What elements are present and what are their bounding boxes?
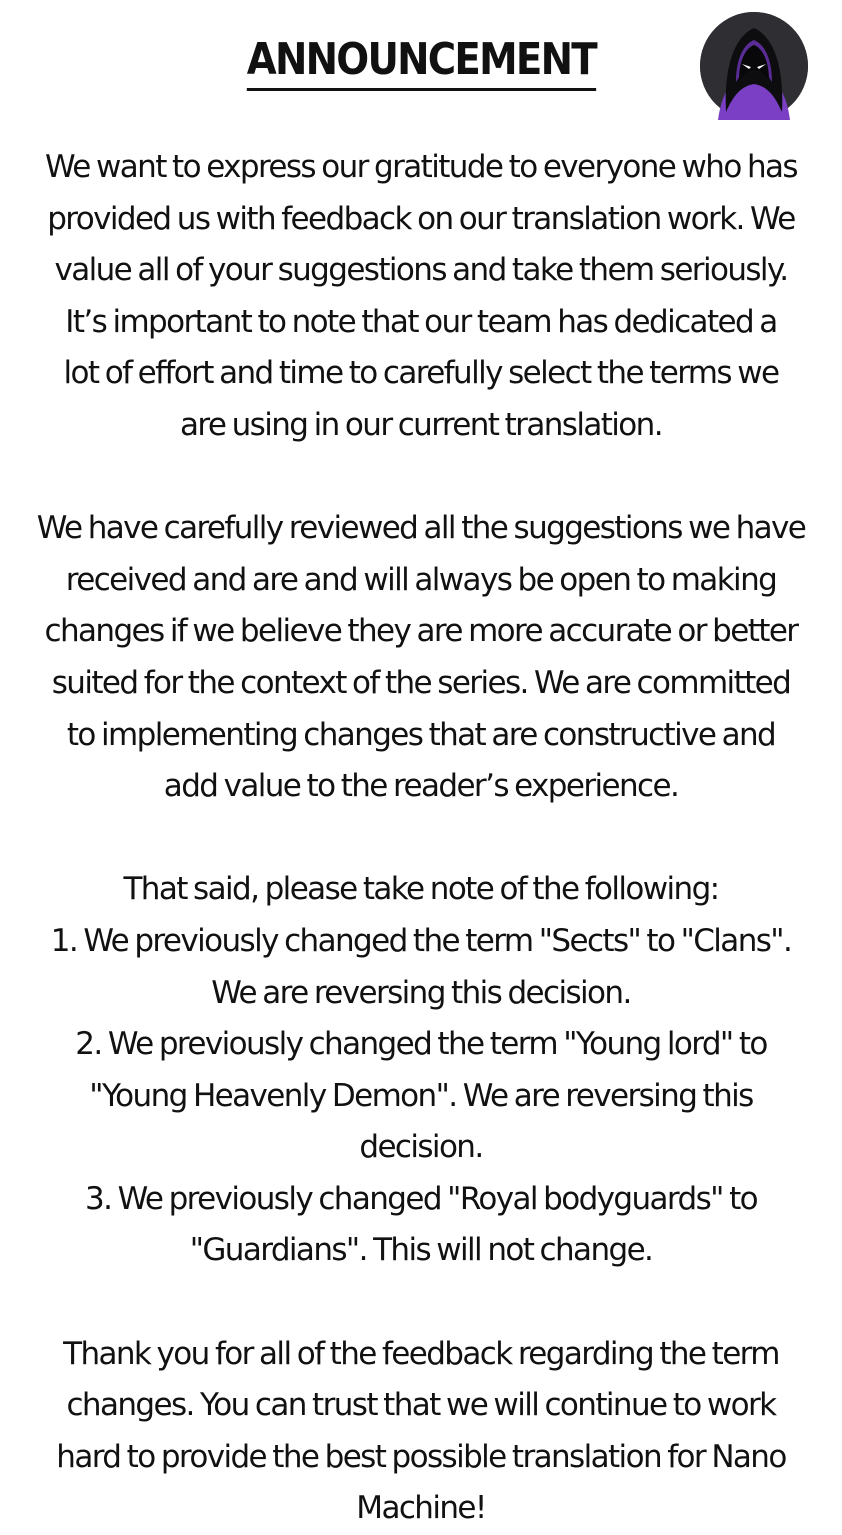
text-line: value all of your suggestions and take them seriously.: [54, 252, 788, 289]
avatar: [700, 12, 808, 120]
text-line: suited for the context of the series. We are committed: [51, 664, 791, 701]
text-line: 3. We previously changed "Royal bodyguards" to: [85, 1180, 757, 1217]
paragraph-term-changes: [30, 864, 812, 1277]
text-line: decision.: [359, 1129, 483, 1166]
text-line: We are reversing this decision.: [211, 974, 631, 1011]
text-line: to implementing changes that are constructive and: [66, 716, 776, 753]
paragraph-review: [30, 503, 812, 813]
title-text: ANNOUNCEMENT: [246, 32, 595, 91]
text-line: "Guardians". This will not change.: [189, 1232, 653, 1269]
text-line: received and are and will always be open to making: [65, 561, 777, 598]
hooded-figure-icon: [700, 12, 808, 120]
paragraph-gratitude: [30, 142, 812, 452]
text-line: We want to express our gratitude to everyone who has: [45, 149, 797, 185]
text-line: It’s important to note that our team has dedicated a: [65, 303, 777, 340]
text-line: changes if we believe they are more accurate or better: [44, 613, 798, 650]
text-line: hard to provide the best possible translation for Nano: [56, 1438, 786, 1475]
text-line: We have carefully reviewed all the suggestions we have: [36, 510, 806, 547]
text-line: changes. You can trust that we will continue to work: [66, 1387, 776, 1424]
text-line: Machine!: [356, 1490, 486, 1527]
text-line: That said, please take note of the following:: [123, 871, 719, 908]
text-line: 2. We previously changed the term "Young lord" to: [75, 1026, 767, 1063]
text-line: lot of effort and time to carefully select the terms we: [63, 355, 779, 392]
text-line: add value to the reader’s experience.: [163, 768, 679, 805]
text-line: Thank you for all of the feedback regarding the term: [63, 1335, 779, 1372]
text-line: provided us with feedback on our translation work. We: [47, 200, 795, 237]
text-line: "Young Heavenly Demon". We are reversing this: [89, 1077, 753, 1114]
paragraph-thanks: [30, 1329, 812, 1535]
text-line: are using in our current translation.: [180, 406, 662, 443]
text-line: 1. We previously changed the term "Sects" to "Clans".: [50, 922, 792, 959]
announcement-body: [30, 142, 812, 1535]
